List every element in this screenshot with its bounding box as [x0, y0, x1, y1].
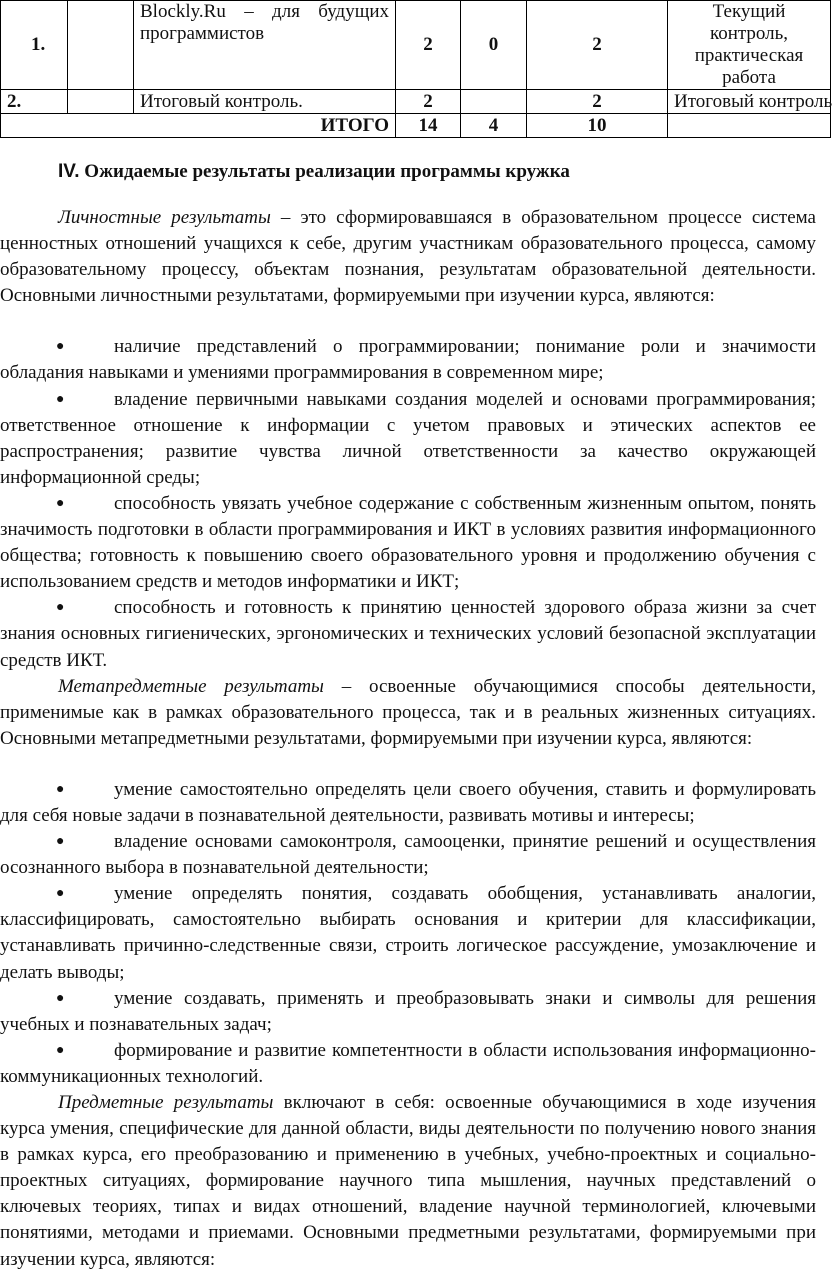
subject-results-text: включают в себя: освоенные обучающимися в ходе изучения курса умения, специфические для данной области, виды деятельности по получению нового знания в рамках курса, его преобразованию и применению в учебных, учебно-проектных и социально-проектных ситуациях, формирование научного типа мышления, научных представлений о ключевых теориях, типах и видах отношений, владение научной терминологией, ключевыми понятиями, методами и приемами. Основными предметными результатами, формируемыми при изучении курса, являются:: [0, 1092, 816, 1270]
bullet-icon: ●: [56, 1042, 65, 1058]
totals-practice: 10: [527, 114, 668, 138]
bullet-icon: ●: [56, 886, 65, 902]
list-item: [0, 491, 816, 595]
hours-theory: 0: [461, 1, 527, 90]
thematic-plan-table: [0, 0, 831, 138]
list-item: [0, 777, 816, 829]
list-item-text: умение создавать, применять и преобразовывать знаки и символы для решения учебных и познавательных задач;: [0, 987, 816, 1035]
bullet-icon: ●: [56, 391, 65, 407]
list-item: [0, 595, 816, 673]
list-item: [0, 1038, 816, 1090]
blank-cell: [68, 90, 134, 114]
bullet-icon: ●: [56, 495, 65, 511]
list-item-text: владение первичными навыками создания моделей и основами программирования; ответственное отношение к информации с учетом правовых и этических аспектов ее распространения; развитие чувства личной ответственности за качество окружающей информационной среды;: [0, 388, 816, 488]
meta-results-intro: [0, 674, 816, 752]
blank-cell: [668, 114, 831, 138]
row-number: 1.: [1, 1, 68, 90]
blank-cell: [68, 1, 134, 90]
table-row: [1, 1, 831, 90]
topic-cell: Blockly.Ru – для будущих программистов: [134, 1, 396, 90]
section-heading: [0, 151, 816, 193]
subject-results-intro: [0, 1090, 816, 1273]
section-number: IV.: [58, 161, 80, 182]
list-item: [0, 881, 816, 985]
list-item-text: формирование и развитие компетентности в области использования информационно-коммуникационных технологий.: [0, 1039, 816, 1087]
personal-results-intro: [0, 205, 816, 309]
bullet-icon: ●: [56, 339, 65, 355]
list-item-text: наличие представлений о программировании; понимание роли и значимости обладания навыками и умениями программирования в современном мире;: [0, 336, 816, 384]
meta-results-lead: Метапредметные результаты: [58, 675, 324, 697]
list-item: [0, 387, 816, 491]
hours-theory: [461, 90, 527, 114]
section-title: Ожидаемые результаты реализации программы кружка: [84, 161, 570, 182]
meta-results-text: – освоенные обучающимися способы деятельности, применимые как в рамках образовательного процесса, так и в реальных жизненных ситуациях. Основными метапредметными результатами, формируемыми при изучении курса, являются:: [0, 675, 816, 749]
document-body: [0, 151, 816, 1273]
bullet-icon: ●: [56, 781, 65, 797]
personal-results-text: – это сформировавшаяся в образовательном процессе система ценностных отношений учащихся к себе, другим участникам образовательного процесса, самому образовательному процессу, объектам познания, результатам образовательной деятельности. Основными личностными результатами, формируемыми при изучении курса, являются:: [0, 207, 816, 307]
bullet-icon: ●: [56, 834, 65, 850]
subject-results-lead: Предметные результаты: [58, 1092, 274, 1113]
totals-hours: 14: [396, 114, 461, 138]
hours-total: 2: [396, 90, 461, 114]
list-item-text: умение определять понятия, создавать обобщения, устанавливать аналогии, классифицировать, самостоятельно выбирать основания и критерии для классификации, устанавливать причинно-следственные связи, строить логическое рассуждение, умозаключение и делать выводы;: [0, 883, 816, 983]
list-item-text: владение основами самоконтроля, самооценки, принятие решений и осуществления осознанного выбора в познавательной деятельности;: [0, 831, 816, 879]
totals-label: ИТОГО: [1, 114, 396, 138]
topic-cell: Итоговый контроль.: [134, 90, 396, 114]
hours-total: 2: [396, 1, 461, 90]
list-item: [0, 829, 816, 881]
totals-theory: 4: [461, 114, 527, 138]
list-item-text: способность и готовность к принятию ценностей здорового образа жизни за счет знания основных гигиенических, эргономических и технических условий безопасной эксплуатации средств ИКТ.: [0, 597, 816, 671]
control-form: Итоговый контроль: [668, 90, 831, 114]
personal-results-lead: Личностные результаты: [58, 207, 271, 228]
list-item: [0, 334, 816, 386]
row-number: 2.: [1, 90, 68, 114]
hours-practice: 2: [527, 90, 668, 114]
bullet-icon: ●: [56, 990, 65, 1006]
table-row: [1, 90, 831, 114]
list-item-text: умение самостоятельно определять цели своего обучения, ставить и формулировать для себя новые задачи в познавательной деятельности, развивать мотивы и интересы;: [0, 778, 816, 826]
totals-row: [1, 114, 831, 138]
control-form: Текущий контроль, практическая работа: [668, 1, 831, 90]
bullet-icon: ●: [56, 600, 65, 616]
hours-practice: 2: [527, 1, 668, 90]
list-item-text: способность увязать учебное содержание с собственным жизненным опытом, понять значимость подготовки в области программирования и ИКТ в условиях развития информационного общества; готовность к повышению своего образовательного уровня и продолжению обучения с использованием средств и методов информатики и ИКТ;: [0, 492, 816, 593]
list-item: [0, 986, 816, 1038]
